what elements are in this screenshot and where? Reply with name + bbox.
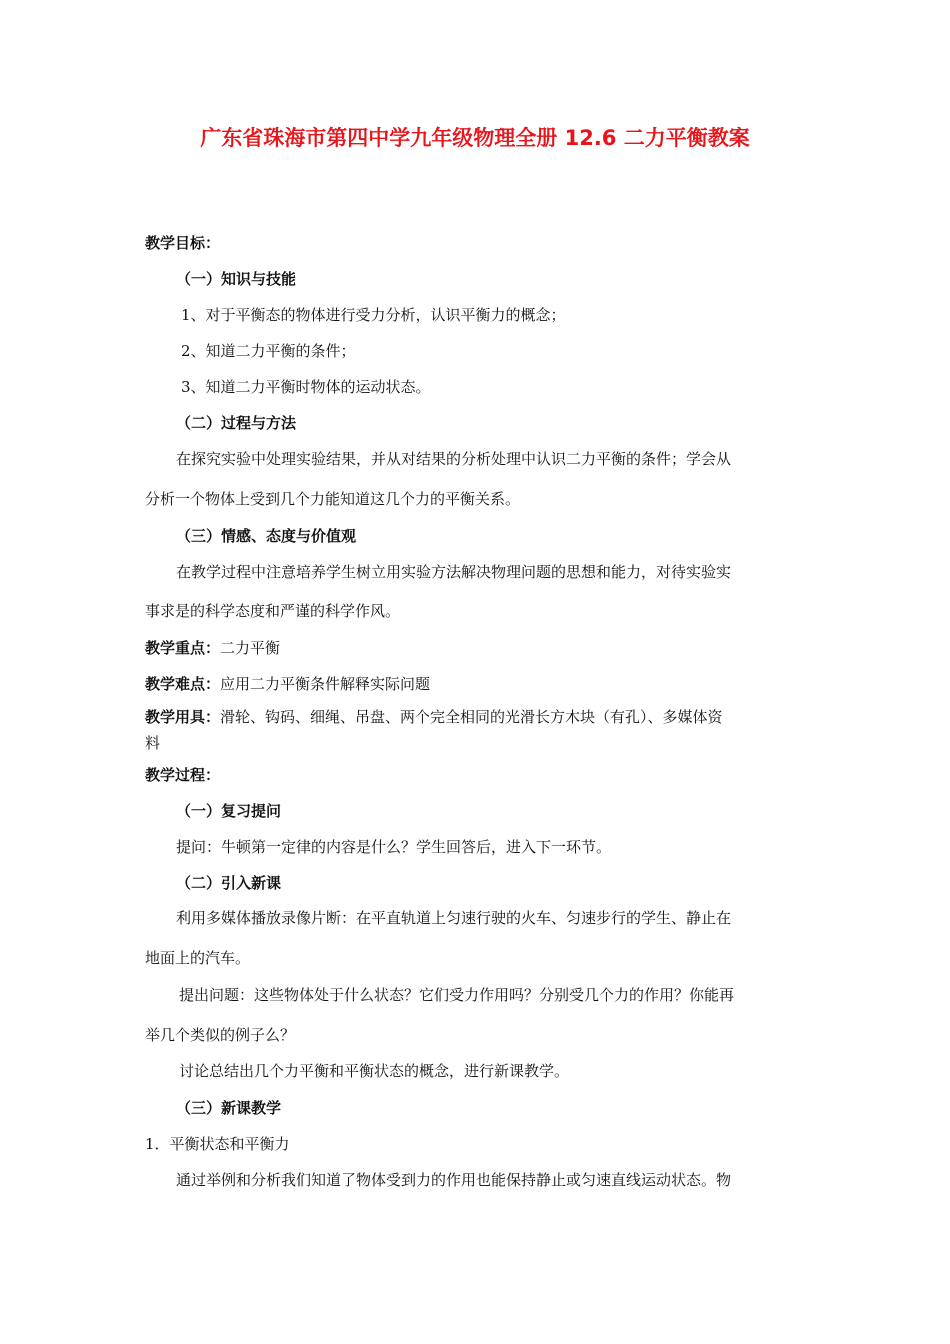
process3-heading: （三）新课教学 (176, 1099, 282, 1117)
section3-paragraph-line1: 在教学过程中注意培养学生树立用实验方法解决物理问题的思想和能力，对待实验实 (176, 563, 732, 581)
section1-item-1: 1、对于平衡态的物体进行受力分析，认识平衡力的概念； (181, 306, 566, 324)
process2-paragraph2-line1: 提出问题：这些物体处于什么状态？它们受力作用吗？分别受几个力的作用？你能再 (179, 986, 735, 1004)
section1-item-2: 2、知道二力平衡的条件； (181, 342, 356, 360)
process2-heading: （二）引入新课 (176, 874, 282, 892)
document-title: 广东省珠海市第四中学九年级物理全册 12.6 二力平衡教案 (200, 126, 750, 150)
key-point-value: 二力平衡 (220, 639, 281, 657)
tools-row (145, 707, 723, 727)
subsection1-heading: 1．平衡状态和平衡力 (145, 1135, 290, 1153)
objectives-heading: 教学目标： (145, 234, 221, 252)
key-point-label: 教学重点： (145, 639, 221, 657)
section1-item-3: 3、知道二力平衡时物体的运动状态。 (181, 378, 431, 396)
section1-heading: （一）知识与技能 (176, 270, 297, 288)
process-heading: 教学过程： (145, 766, 221, 784)
section3-paragraph-line2: 事求是的科学态度和严谨的科学作风。 (145, 602, 401, 620)
section3-heading: （三）情感、态度与价值观 (176, 527, 357, 545)
tools-label: 教学用具： (145, 708, 221, 726)
key-point-row (145, 638, 280, 658)
tools-value-line1: 滑轮、钩码、细绳、吊盘、两个完全相同的光滑长方木块（有孔）、多媒体资 (220, 708, 723, 726)
process1-text: 提问：牛顿第一定律的内容是什么？学生回答后，进入下一环节。 (176, 838, 612, 856)
tools-value-line2: 料 (145, 734, 161, 752)
subsection1-paragraph-line1: 通过举例和分析我们知道了物体受到力的作用也能保持静止或匀速直线运动状态。物 (176, 1171, 732, 1189)
difficulty-row (145, 674, 430, 694)
process2-paragraph1-line2: 地面上的汽车。 (145, 949, 251, 967)
process2-paragraph3: 讨论总结出几个力平衡和平衡状态的概念，进行新课教学。 (179, 1062, 570, 1080)
section2-paragraph-line1: 在探究实验中处理实验结果，并从对结果的分析处理中认识二力平衡的条件；学会从 (176, 450, 732, 468)
process2-paragraph1-line1: 利用多媒体播放录像片断：在平直轨道上匀速行驶的火车、匀速步行的学生、静止在 (176, 909, 732, 927)
process2-paragraph2-line2: 举几个类似的例子么？ (145, 1026, 296, 1044)
difficulty-label: 教学难点： (145, 675, 221, 693)
difficulty-value: 应用二力平衡条件解释实际问题 (220, 675, 431, 693)
section2-paragraph-line2: 分析一个物体上受到几个力能知道这几个力的平衡关系。 (145, 490, 521, 508)
process1-heading: （一）复习提问 (176, 802, 282, 820)
section2-heading: （二）过程与方法 (176, 414, 297, 432)
